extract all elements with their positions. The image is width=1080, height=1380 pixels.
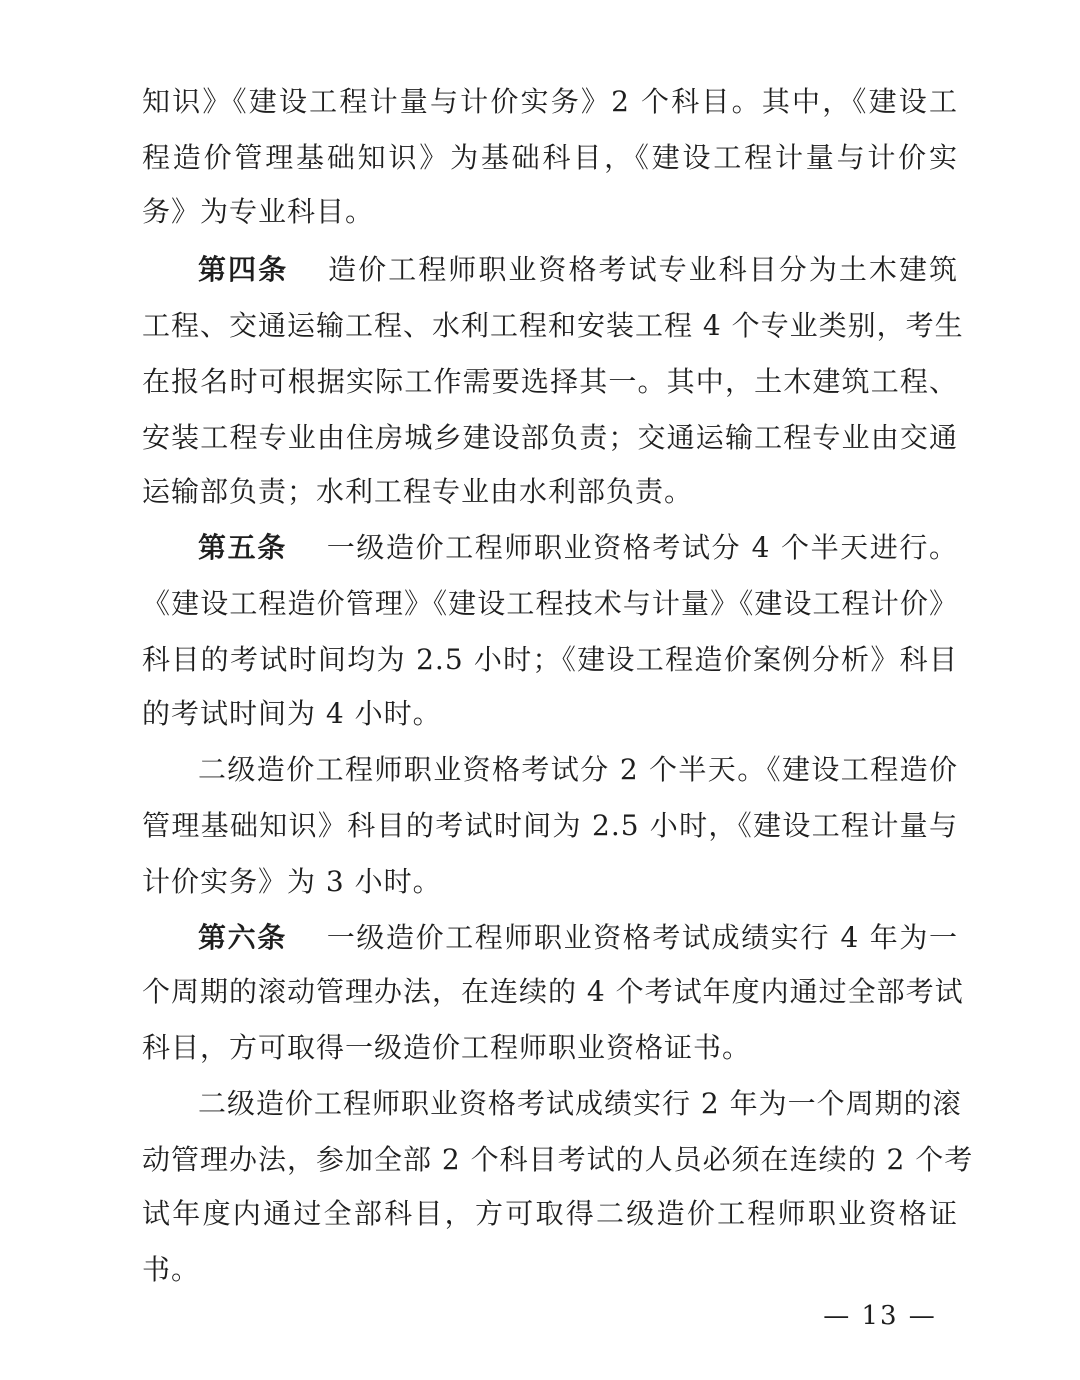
text-span: 一级造价工程师职业资格考试成绩实行 4 年为一 (326, 921, 958, 954)
text-line: 知识》《建设工程计量与计价实务》2 个科目。其中，《建设工 (142, 85, 958, 118)
text-line: 计价实务》为 3 小时。 (142, 865, 442, 898)
text-line: 二级造价工程师职业资格考试成绩实行 2 年为一个周期的滚 (198, 1087, 962, 1120)
article-first-line (198, 918, 958, 958)
text-line: 二级造价工程师职业资格考试分 2 个半天。《建设工程造价 (198, 753, 958, 786)
text-line: 《建设工程造价管理》《建设工程技术与计量》《建设工程计价》 (142, 587, 958, 620)
text-line: 个周期的滚动管理办法，在连续的 4 个考试年度内通过全部考试 (142, 975, 964, 1008)
text-line: 书。 (142, 1253, 201, 1286)
text-span: 造价工程师职业资格考试专业科目分为土木建筑 (328, 253, 958, 286)
text-line: 安装工程专业由住房城乡建设部负责；交通运输工程专业由交通 (142, 421, 958, 454)
text-line: 动管理办法，参加全部 2 个科目考试的人员必须在连续的 2 个考 (142, 1143, 974, 1176)
text-span: 一级造价工程师职业资格考试分 4 个半天进行。 (326, 531, 958, 564)
text-line: 务》为专业科目。 (142, 195, 375, 228)
article-heading: 第六条 (198, 921, 287, 954)
text-line: 在报名时可根据实际工作需要选择其一。其中，土木建筑工程、 (142, 365, 958, 398)
text-line: 工程、交通运输工程、水利工程和安装工程 4 个专业类别，考生 (142, 309, 964, 342)
article-heading: 第五条 (198, 531, 287, 564)
text-line: 科目，方可取得一级造价工程师职业资格证书。 (142, 1031, 752, 1064)
article-first-line (198, 528, 958, 568)
text-line: 程造价管理基础知识》为基础科目，《建设工程计量与计价实 (142, 141, 958, 174)
text-line: 科目的考试时间均为 2.5 小时；《建设工程造价案例分析》科目 (142, 643, 958, 676)
text-line: 的考试时间为 4 小时。 (142, 697, 442, 730)
text-line: 试年度内通过全部科目，方可取得二级造价工程师职业资格证 (142, 1197, 958, 1230)
page-number: — 13 — (823, 1301, 937, 1331)
article-heading: 第四条 (198, 253, 289, 286)
text-line: 运输部负责；水利工程专业由水利部负责。 (142, 475, 694, 508)
text-line: 管理基础知识》科目的考试时间为 2.5 小时，《建设工程计量与 (142, 809, 958, 842)
article-first-line (198, 250, 958, 290)
